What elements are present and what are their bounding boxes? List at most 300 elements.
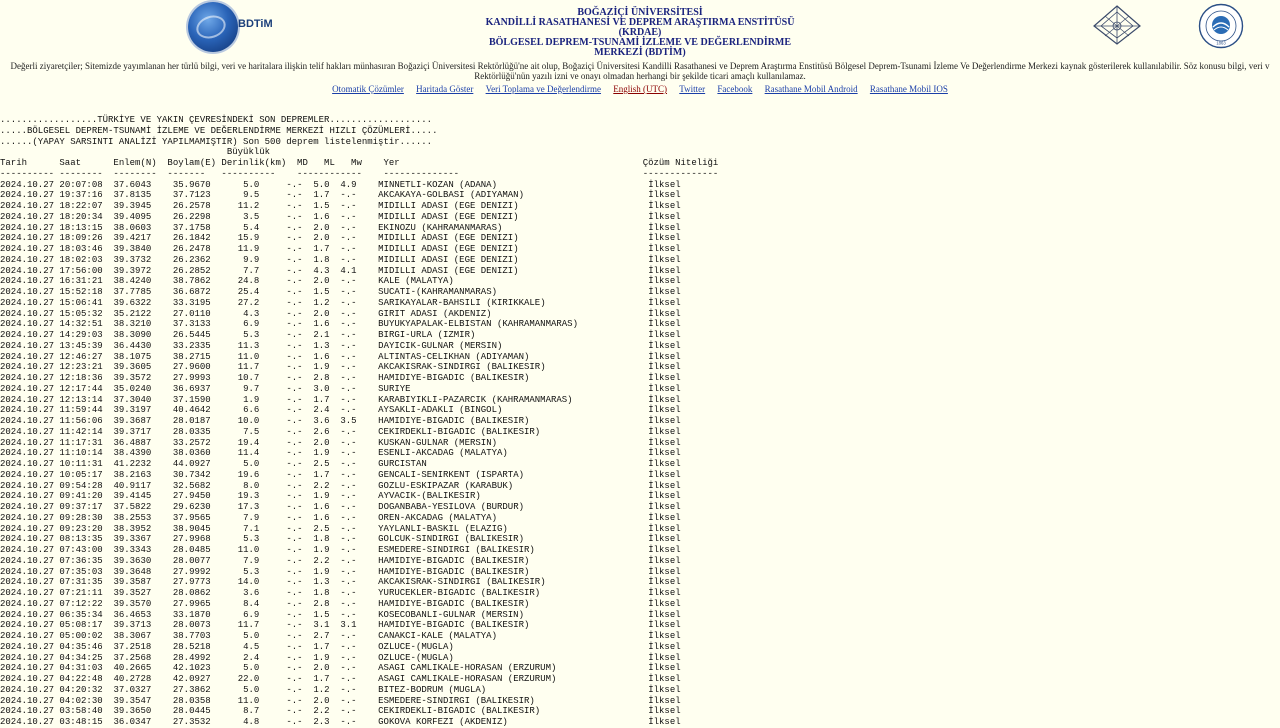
cell-latitude: 38.3952 [113, 523, 152, 534]
cell-mw: -.- [340, 631, 357, 641]
earthquake-rows [0, 180, 724, 728]
cell-longitude: 27.3532 [172, 717, 211, 727]
earthquake-row [0, 384, 724, 395]
cell-mw: 3.1 [340, 620, 357, 631]
cell-longitude: 38.9045 [172, 523, 211, 534]
cell-latitude: 40.2728 [113, 674, 152, 684]
cell-longitude: 36.6872 [172, 287, 211, 297]
cell-md: -.- [286, 555, 303, 566]
cell-md: -.- [286, 448, 303, 459]
cell-location: KALE (MALATYA) [378, 276, 454, 287]
cell-md: -.- [286, 211, 303, 222]
cell-time: 18:03:46 [59, 244, 103, 254]
cell-date: 2024.10.27 [0, 706, 55, 717]
cell-time: 11:42:14 [59, 426, 103, 437]
cell-location: BIRGI-URLA (IZMIR) [378, 330, 476, 340]
cell-md: -.- [286, 254, 303, 265]
cell-mw: -.- [340, 437, 357, 448]
cell-date: 2024.10.27 [0, 717, 55, 727]
cell-time: 12:23:21 [59, 362, 103, 373]
earthquake-row [0, 706, 724, 717]
cell-ml: 1.3 [313, 577, 330, 588]
cell-time: 20:07:08 [59, 179, 103, 190]
cell-mw: -.- [340, 297, 357, 308]
earthquake-row [0, 513, 724, 524]
cell-ml: 2.5 [313, 523, 330, 534]
cell-time: 15:52:18 [59, 287, 103, 297]
cell-time: 19:37:16 [59, 190, 103, 201]
cell-md: -.- [286, 244, 303, 254]
earthquake-row [0, 534, 724, 545]
earthquake-row [0, 459, 724, 470]
cell-date: 2024.10.27 [0, 609, 55, 620]
cell-time: 18:20:34 [59, 211, 103, 222]
earthquake-row [0, 212, 724, 223]
cell-ml: 1.6 [313, 351, 330, 362]
cell-latitude: 36.0347 [113, 717, 152, 727]
cell-ml: 1.7 [313, 190, 330, 201]
earthquake-row [0, 287, 724, 298]
cell-solution-quality: İlksel [648, 211, 681, 222]
bdtim-logo-text[interactable]: BDTiM [238, 18, 273, 30]
cell-mw: -.- [340, 663, 357, 674]
cell-ml: 2.8 [313, 373, 330, 383]
earthquake-row [0, 448, 724, 459]
cell-latitude: 39.6322 [113, 297, 152, 308]
cell-mw: -.- [340, 491, 357, 502]
cell-depth: 9.9 [243, 254, 260, 265]
cell-md: -.- [286, 340, 303, 351]
cell-md: -.- [286, 534, 303, 545]
cell-longitude: 38.7862 [172, 276, 211, 287]
cell-ml: 3.0 [313, 383, 330, 394]
cell-time: 16:31:21 [59, 276, 103, 287]
cell-solution-quality: İlksel [648, 491, 681, 502]
nav-link-data-collection[interactable]: Veri Toplama ve Değerlendirme [485, 84, 602, 94]
cell-ml: 1.9 [313, 448, 330, 459]
cell-location: MINNETLI-KOZAN (ADANA) [378, 179, 497, 190]
cell-longitude: 38.7703 [172, 631, 211, 641]
cell-depth: 5.3 [243, 330, 260, 340]
cell-solution-quality: İlksel [648, 233, 681, 244]
earthquake-row [0, 717, 724, 728]
cell-md: -.- [286, 469, 303, 480]
cell-latitude: 40.2665 [113, 663, 152, 674]
cell-location: ASAGI CAMLIKALE-HORASAN (ERZURUM) [378, 674, 557, 684]
cell-ml: 1.2 [313, 684, 330, 695]
cell-depth: 4.5 [243, 641, 260, 652]
cell-solution-quality: İlksel [648, 641, 681, 652]
earthquake-row [0, 588, 724, 599]
cell-latitude: 39.3547 [113, 695, 152, 706]
cell-time: 10:11:31 [59, 459, 103, 469]
cell-depth: 10.7 [237, 373, 260, 383]
cell-mw: -.- [340, 330, 357, 340]
cell-location: YURUCEKLER-BIGADIC (BALIKESIR) [378, 588, 541, 598]
cell-md: -.- [286, 609, 303, 620]
cell-location: YAYLANLI-BASKIL (ELAZIG) [378, 523, 508, 534]
cell-mw: -.- [340, 695, 357, 706]
cell-ml: 1.8 [313, 534, 330, 545]
cell-time: 11:56:06 [59, 416, 103, 426]
cell-date: 2024.10.27 [0, 222, 55, 233]
cell-mw: -.- [340, 502, 357, 512]
cell-longitude: 28.0187 [172, 416, 211, 426]
bdtim-globe-logo[interactable] [188, 2, 238, 52]
cell-ml: 1.5 [313, 201, 330, 211]
copyright-notice-line2: Rektörlüğü'nün yazılı izni ve onayı olmadan herhangi bir şekilde ticari amaçlı kullanılamaz. [474, 71, 806, 81]
cell-latitude: 38.4390 [113, 448, 152, 459]
cell-date: 2024.10.27 [0, 459, 55, 469]
cell-latitude: 35.2122 [113, 308, 152, 319]
cell-latitude: 39.3717 [113, 426, 152, 437]
cell-time: 07:21:11 [59, 588, 103, 598]
earthquake-row [0, 610, 724, 621]
cell-longitude: 26.2578 [172, 201, 211, 211]
cell-solution-quality: İlksel [648, 577, 681, 588]
earthquake-row [0, 266, 724, 277]
cell-md: -.- [286, 222, 303, 233]
cell-location: MIDILLI ADASI (EGE DENIZI) [378, 211, 519, 222]
cell-time: 05:00:02 [59, 631, 103, 641]
earthquake-row [0, 631, 724, 642]
cell-depth: 19.4 [237, 437, 260, 448]
cell-solution-quality: İlksel [648, 502, 681, 512]
cell-depth: 10.0 [237, 416, 260, 426]
cell-time: 03:48:15 [59, 717, 103, 727]
cell-time: 11:10:14 [59, 448, 103, 459]
cell-ml: 2.3 [313, 717, 330, 727]
cell-date: 2024.10.27 [0, 577, 55, 588]
cell-latitude: 37.5822 [113, 502, 152, 512]
cell-date: 2024.10.27 [0, 254, 55, 265]
listing-note-line: ......(YAPAY SARSINTI ANALİZİ YAPILMAMIŞTIR) Son 500 deprem listelenmiştir...... [0, 136, 433, 147]
cell-mw: 3.5 [340, 416, 357, 426]
earthquake-row [0, 663, 724, 674]
cell-solution-quality: İlksel [648, 652, 681, 663]
cell-location: SARIKAYALAR-BAHSILI (KIRIKKALE) [378, 297, 546, 308]
nav-link-facebook[interactable]: Facebook [717, 84, 753, 94]
cell-ml: 1.7 [313, 641, 330, 652]
cell-date: 2024.10.27 [0, 641, 55, 652]
cell-md: -.- [286, 383, 303, 394]
cell-date: 2024.10.27 [0, 631, 55, 641]
cell-latitude: 39.3650 [113, 706, 152, 717]
cell-solution-quality: İlksel [648, 287, 681, 297]
cell-longitude: 38.2715 [172, 351, 211, 362]
cell-location: AKCAKISRAK-SINDIRGI (BALIKESIR) [378, 577, 546, 588]
cell-longitude: 37.1590 [172, 394, 211, 405]
cell-longitude: 26.2298 [172, 211, 211, 222]
cell-date: 2024.10.27 [0, 308, 55, 319]
listing-subtitle-line: .....BÖLGESEL DEPREM-TSUNAMİ İZLEME VE DEĞERLENDİRME MERKEZİ HIZLI ÇÖZÜMLERİ..... [0, 125, 438, 136]
cell-longitude: 26.2362 [172, 254, 211, 265]
cell-depth: 5.3 [243, 534, 260, 545]
earthquake-row [0, 319, 724, 330]
cell-ml: 3.6 [313, 416, 330, 426]
kandilli-observatory-logo[interactable] [1092, 4, 1142, 46]
cell-longitude: 32.5682 [172, 480, 211, 491]
earthquake-row [0, 653, 724, 664]
cell-location: ESMEDERE-SINDIRGI (BALIKESIR) [378, 545, 535, 555]
cell-md: -.- [286, 566, 303, 577]
cell-depth: 5.4 [243, 222, 260, 233]
earthquake-row [0, 567, 724, 578]
cell-solution-quality: İlksel [648, 330, 681, 340]
cell-md: -.- [286, 416, 303, 426]
cell-time: 07:36:35 [59, 555, 103, 566]
cell-ml: 1.7 [313, 394, 330, 405]
cell-mw: -.- [340, 383, 357, 394]
cell-mw: -.- [340, 469, 357, 480]
earthquake-row [0, 362, 724, 373]
cell-depth: 8.0 [243, 480, 260, 491]
cell-md: -.- [286, 502, 303, 512]
cell-mw: -.- [340, 566, 357, 577]
cell-md: -.- [286, 641, 303, 652]
cell-solution-quality: İlksel [648, 222, 681, 233]
cell-depth: 7.9 [243, 512, 260, 523]
cell-longitude: 27.9968 [172, 534, 211, 545]
cell-depth: 9.7 [243, 383, 260, 394]
cell-md: -.- [286, 652, 303, 663]
cell-ml: 2.0 [313, 233, 330, 244]
earthquake-row [0, 180, 724, 191]
cell-solution-quality: İlksel [648, 373, 681, 383]
earthquake-row [0, 309, 724, 320]
cell-latitude: 39.3972 [113, 265, 152, 276]
cell-depth: 11.7 [237, 620, 260, 631]
cell-longitude: 29.6230 [172, 502, 211, 512]
cell-solution-quality: İlksel [648, 362, 681, 373]
cell-date: 2024.10.27 [0, 276, 55, 287]
cell-date: 2024.10.27 [0, 480, 55, 491]
cell-latitude: 36.4887 [113, 437, 152, 448]
cell-location: SUCATI-(KAHRAMANMARAS) [378, 287, 497, 297]
earthquake-row [0, 491, 724, 502]
cell-solution-quality: İlksel [648, 244, 681, 254]
cell-longitude: 37.1758 [172, 222, 211, 233]
nav-link-automatic-solutions[interactable]: Otomatik Çözümler [332, 84, 404, 94]
cell-date: 2024.10.27 [0, 244, 55, 254]
cell-time: 11:17:31 [59, 437, 103, 448]
cell-depth: 6.9 [243, 609, 260, 620]
cell-depth: 14.0 [237, 577, 260, 588]
cell-latitude: 39.3687 [113, 416, 152, 426]
cell-time: 09:28:30 [59, 512, 103, 523]
cell-longitude: 28.0445 [172, 706, 211, 717]
cell-date: 2024.10.27 [0, 663, 55, 674]
cell-md: -.- [286, 276, 303, 287]
nav-link-mobile-ios[interactable]: Rasathane Mobil IOS [869, 84, 948, 94]
cell-mw: -.- [340, 609, 357, 620]
cell-date: 2024.10.27 [0, 588, 55, 598]
cell-md: -.- [286, 491, 303, 502]
cell-date: 2024.10.27 [0, 394, 55, 405]
cell-location: CEKIRDEKLI-BIGADIC (BALIKESIR) [378, 426, 541, 437]
earthquake-row [0, 405, 724, 416]
cell-latitude: 38.3090 [113, 330, 152, 340]
cell-date: 2024.10.27 [0, 512, 55, 523]
cell-time: 14:32:51 [59, 319, 103, 330]
cell-solution-quality: İlksel [648, 426, 681, 437]
cell-ml: 1.7 [313, 244, 330, 254]
cell-location: GOKOVA KORFEZI (AKDENIZ) [378, 717, 508, 727]
cell-md: -.- [286, 706, 303, 717]
cell-time: 07:35:03 [59, 566, 103, 577]
cell-location: DOGANBABA-YESILOVA (BURDUR) [378, 502, 524, 512]
cell-time: 13:45:39 [59, 340, 103, 351]
cell-solution-quality: İlksel [648, 351, 681, 362]
cell-mw: 4.1 [340, 265, 357, 276]
cell-md: -.- [286, 351, 303, 362]
cell-location: HAMIDIYE-BIGADIC (BALIKESIR) [378, 598, 530, 609]
cell-date: 2024.10.27 [0, 405, 55, 416]
cell-ml: 2.7 [313, 631, 330, 641]
cell-mw: -.- [340, 190, 357, 201]
column-header: Tarih Saat Enlem(N) Boylam(E) Derinlik(km) MD ML Mw Yer Çözüm Niteliği [0, 158, 719, 168]
cell-depth: 6.9 [243, 319, 260, 330]
cell-md: -.- [286, 426, 303, 437]
cell-depth: 19.3 [237, 491, 260, 502]
cell-ml: 2.2 [313, 480, 330, 491]
cell-longitude: 35.9670 [172, 179, 211, 190]
cell-time: 12:18:36 [59, 373, 103, 383]
copyright-notice [0, 61, 1280, 81]
cell-solution-quality: İlksel [648, 190, 681, 201]
cell-depth: 22.0 [237, 674, 260, 684]
earthquake-row [0, 233, 724, 244]
cell-solution-quality: İlksel [648, 609, 681, 620]
cell-solution-quality: İlksel [648, 276, 681, 287]
cell-location: HAMIDIYE-BIGADIC (BALIKESIR) [378, 416, 530, 426]
cell-mw: -.- [340, 523, 357, 534]
header-title-institute: KANDİLLİ RASATHANESİ VE DEPREM ARAŞTIRMA ENSTİTÜSÜ (KRDAE) [485, 17, 795, 38]
nav-link-mobile-android[interactable]: Rasathane Mobil Android [764, 84, 858, 94]
cell-time: 07:31:35 [59, 577, 103, 588]
cell-latitude: 37.0327 [113, 684, 152, 695]
site-header [0, 0, 1280, 58]
cell-solution-quality: İlksel [648, 416, 681, 426]
cell-longitude: 42.1023 [172, 663, 211, 674]
earthquake-row [0, 352, 724, 363]
cell-date: 2024.10.27 [0, 469, 55, 480]
cell-mw: -.- [340, 244, 357, 254]
cell-ml: 1.7 [313, 674, 330, 684]
nav-link-english[interactable]: English (UTC) [613, 84, 668, 94]
nav-link-twitter[interactable]: Twitter [679, 84, 706, 94]
earthquake-row [0, 330, 724, 341]
cell-md: -.- [286, 308, 303, 319]
cell-solution-quality: İlksel [648, 534, 681, 545]
cell-solution-quality: İlksel [648, 459, 681, 469]
cell-longitude: 27.9450 [172, 491, 211, 502]
cell-depth: 25.4 [237, 287, 260, 297]
cell-mw: -.- [340, 362, 357, 373]
cell-location: HAMIDIYE-BIGADIC (BALIKESIR) [378, 555, 530, 566]
cell-latitude: 39.3732 [113, 254, 152, 265]
cell-md: -.- [286, 717, 303, 727]
cell-location: OZLUCE-(MUGLA) [378, 652, 454, 663]
cell-mw: -.- [340, 308, 357, 319]
cell-mw: -.- [340, 405, 357, 416]
cell-latitude: 38.1075 [113, 351, 152, 362]
cell-date: 2024.10.27 [0, 502, 55, 512]
bogazici-university-seal[interactable] [1198, 3, 1244, 49]
cell-longitude: 38.0360 [172, 448, 211, 459]
cell-ml: 2.1 [313, 330, 330, 340]
cell-depth: 11.0 [237, 351, 260, 362]
cell-location: HAMIDIYE-BIGADIC (BALIKESIR) [378, 620, 530, 631]
cell-latitude: 36.4653 [113, 609, 152, 620]
cell-depth: 8.4 [243, 598, 260, 609]
cell-location: AKCAKISRAK-SINDIRGI (BALIKESIR) [378, 362, 546, 373]
cell-location: GENCALI-SENIRKENT (ISPARTA) [378, 469, 524, 480]
cell-mw: -.- [340, 555, 357, 566]
cell-date: 2024.10.27 [0, 674, 55, 684]
cell-date: 2024.10.27 [0, 566, 55, 577]
cell-date: 2024.10.27 [0, 351, 55, 362]
cell-longitude: 37.9565 [172, 512, 211, 523]
cell-mw: -.- [340, 598, 357, 609]
nav-link-show-on-map[interactable]: Haritada Göster [416, 84, 474, 94]
cell-date: 2024.10.27 [0, 426, 55, 437]
cell-date: 2024.10.27 [0, 297, 55, 308]
cell-mw: -.- [340, 287, 357, 297]
cell-md: -.- [286, 480, 303, 491]
cell-longitude: 27.9993 [172, 373, 211, 383]
cell-date: 2024.10.27 [0, 383, 55, 394]
cell-md: -.- [286, 588, 303, 598]
cell-depth: 11.9 [237, 244, 260, 254]
cell-time: 05:08:17 [59, 620, 103, 631]
cell-ml: 1.9 [313, 652, 330, 663]
cell-latitude: 38.3210 [113, 319, 152, 330]
cell-md: -.- [286, 674, 303, 684]
cell-longitude: 26.1842 [172, 233, 211, 244]
cell-solution-quality: İlksel [648, 340, 681, 351]
cell-md: -.- [286, 201, 303, 211]
cell-latitude: 39.3630 [113, 555, 152, 566]
cell-date: 2024.10.27 [0, 620, 55, 631]
earthquake-row [0, 201, 724, 212]
cell-time: 04:02:30 [59, 695, 103, 706]
cell-solution-quality: İlksel [648, 717, 681, 727]
cell-date: 2024.10.27 [0, 598, 55, 609]
cell-longitude: 30.7342 [172, 469, 211, 480]
cell-latitude: 39.3527 [113, 588, 152, 598]
cell-time: 08:13:35 [59, 534, 103, 545]
cell-location: BUYUKYAPALAK-ELBISTAN (KAHRAMANMARAS) [378, 319, 578, 330]
cell-ml: 1.3 [313, 340, 330, 351]
cell-longitude: 37.3133 [172, 319, 211, 330]
cell-latitude: 39.3587 [113, 577, 152, 588]
cell-location: KOSECOBANLI-GULNAR (MERSIN) [378, 609, 524, 620]
cell-md: -.- [286, 523, 303, 534]
cell-latitude: 36.4430 [113, 340, 152, 351]
cell-md: -.- [286, 373, 303, 383]
cell-md: -.- [286, 190, 303, 201]
cell-time: 09:23:20 [59, 523, 103, 534]
cell-depth: 6.6 [243, 405, 260, 416]
cell-ml: 2.2 [313, 555, 330, 566]
cell-md: -.- [286, 545, 303, 555]
earthquake-row [0, 244, 724, 255]
cell-ml: 2.5 [313, 459, 330, 469]
cell-latitude: 37.3040 [113, 394, 152, 405]
cell-depth: 19.6 [237, 469, 260, 480]
cell-longitude: 33.1870 [172, 609, 211, 620]
